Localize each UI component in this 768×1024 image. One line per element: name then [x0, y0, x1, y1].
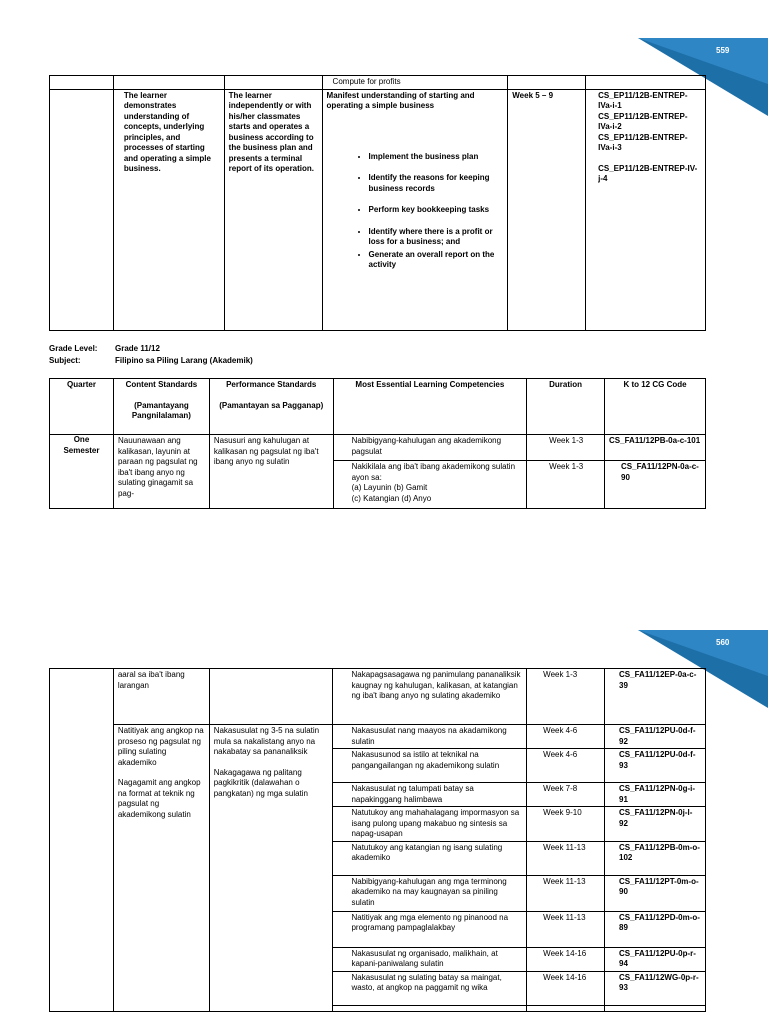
filipino-competency-table — [49, 378, 706, 509]
code-cell: CS_FA11/12PB-0m-o-102 — [605, 841, 706, 875]
melc-cell: Nakapagsasagawa ng panimulang pananaliksik kaugnay ng kahulugan, kalikasan, at katangian ng iba't ibang anyo ng sulating akademiko — [333, 669, 527, 725]
header-code: K to 12 CG Code — [605, 379, 706, 435]
list-item: • Identify the reasons for keeping business records — [369, 173, 504, 194]
header-duration: Duration — [527, 379, 605, 435]
list-item: • Generate an overall report on the activity — [369, 250, 504, 271]
melc-cell: Nakasusulat ng organisado, malikhain, at kapani-paniwalang sulatin — [333, 947, 527, 971]
header-melc: Most Essential Learning Competencies — [333, 379, 527, 435]
duration-cell: Week 11-13 — [527, 875, 605, 911]
filipino-competency-table-continued — [49, 668, 706, 1012]
code-cell: CS_FA11/12PN-0g-i-91 — [605, 783, 706, 807]
duration-cell: Week 14-16 — [527, 947, 605, 971]
quarter-cell: One Semester — [50, 435, 114, 509]
competency-intro: Manifest understanding of starting and operating a simple business — [326, 90, 475, 110]
melc-cell: Nakasusulat ng sulating batay sa maingat, wasto, at angkop na paggamit ng wika — [333, 971, 527, 1005]
header-content: Content Standards (Pamantayang Pangnilalaman) — [113, 379, 209, 435]
competency-cell — [322, 89, 508, 330]
content-standard-cell: The learner demonstrates understanding of concepts, underlying principles, and processes of starting and operating a simple business. — [113, 89, 224, 330]
melc-cell: Natitiyak ang mga elemento ng pinanood na programang pampaglalakbay — [333, 911, 527, 947]
code-cell: CS_FA11/12PU-0d-f-92 — [605, 725, 706, 749]
duration-cell: Week 11-13 — [527, 911, 605, 947]
melc-cell: Natutukoy ang mahahalagang impormasyon sa isang pulong upang makabuo ng sintesis sa napag-usapan — [333, 807, 527, 842]
code-cell: CS_FA11/12PN-0a-c-90 — [605, 461, 706, 509]
code-cell: CS_FA11/12EP-0a-c-39 — [605, 669, 706, 725]
melc-cell: Natutukoy ang katangian ng isang sulating akademiko — [333, 841, 527, 875]
duration-cell: Week 11-13 — [527, 841, 605, 875]
code-cell: CS_FA11/12PB-0a-c-101 — [605, 435, 706, 461]
code-cell: CS_EP11/12B-ENTREP-IVa-i-1 CS_EP11/12B-ENTREP-IVa-i-2 CS_EP11/12B-ENTREP-IVa-i-3 CS_EP11/12B-ENTREP-IV-j-4 — [586, 89, 706, 330]
page-number: 559 — [716, 46, 730, 55]
performance-cell: Nakasusulat ng 3-5 na sulatin mula sa nakalistang anyo na nakabatay sa pananaliksik Nakagagawa ng palitang pagkikritik (dalawahan o pangkatan) ng mga sulatin — [209, 725, 333, 1012]
duration-cell: Week 1-3 — [527, 461, 605, 509]
content-cell: Nauunawaan ang kalikasan, layunin at paraan ng pagsulat ng iba't ibang anyo ng sulating ginagamit sa pag- — [113, 435, 209, 509]
subject-line: Subject: Filipino sa Piling Larang (Akademik) — [49, 356, 253, 365]
code-cell: CS_FA11/12PD-0m-o-89 — [605, 911, 706, 947]
list-item: • Identify where there is a profit or loss for a business; and — [369, 227, 504, 248]
compute-row-cell: Compute for profits — [322, 76, 508, 90]
code-cell: CS_FA11/12PU-0p-r-94 — [605, 947, 706, 971]
duration-cell: Week 1-3 — [527, 669, 605, 725]
page-number: 560 — [716, 638, 730, 647]
melc-cell: Nakikilala ang iba't ibang akademikong sulatin ayon sa: (a) Layunin (b) Gamit (c) Katangian (d) Anyo — [333, 461, 527, 509]
melc-cell: Nabibigyang-kahulugan ang mga terminong akademiko na may kaugnayan sa piniling sulatin — [333, 875, 527, 911]
melc-cell: Nakasusulat nang maayos na akadamikong sulatin — [333, 725, 527, 749]
competency-bullet-list — [327, 152, 504, 271]
content-cell: Natitiyak ang angkop na proseso ng pagsulat ng piling sulating akademiko Nagagamit ang angkop na format at teknik ng pagsulat ng akademikong sulatin — [113, 725, 209, 1012]
duration-cell: Week 14-16 — [527, 971, 605, 1005]
duration-cell: Week 4-6 — [527, 725, 605, 749]
duration-cell: Week 1-3 — [527, 435, 605, 461]
melc-cell: Nakasusunod sa istilo at teknikal na pangangailangan ng akademikong sulatin — [333, 749, 527, 783]
code-cell: CS_FA11/12PU-0d-f-93 — [605, 749, 706, 783]
performance-standard-cell: The learner independently or with his/her classmates starts and operates a business according to the business plan and presents a terminal report of its operation. — [224, 89, 322, 330]
melc-cell: Nakasusulat ng talumpati batay sa napakinggang halimbawa — [333, 783, 527, 807]
entrep-competency-table — [49, 75, 706, 331]
header-performance: Performance Standards (Pamantayan sa Pagganap) — [209, 379, 333, 435]
duration-cell: Week 9-10 — [527, 807, 605, 842]
performance-cell: Nasusuri ang kahulugan at kalikasan ng pagsulat ng iba't ibang anyo ng sulatin — [209, 435, 333, 509]
header-quarter: Quarter — [50, 379, 114, 435]
code-cell: CS_FA11/12PN-0j-l-92 — [605, 807, 706, 842]
grade-level-line: Grade Level: Grade 11/12 — [49, 344, 160, 353]
duration-cell: Week 4-6 — [527, 749, 605, 783]
melc-cell: Nabibigyang-kahulugan ang akademikong pagsulat — [333, 435, 527, 461]
list-item: • Implement the business plan — [369, 152, 504, 163]
duration-cell: Week 7-8 — [527, 783, 605, 807]
duration-cell: Week 5 – 9 — [508, 89, 586, 330]
content-cell: aaral sa iba't ibang larangan — [113, 669, 209, 725]
list-item: • Perform key bookkeeping tasks — [369, 205, 504, 216]
code-cell: CS_FA11/12PT-0m-o-90 — [605, 875, 706, 911]
code-cell: CS_FA11/12WG-0p-r-93 — [605, 971, 706, 1005]
